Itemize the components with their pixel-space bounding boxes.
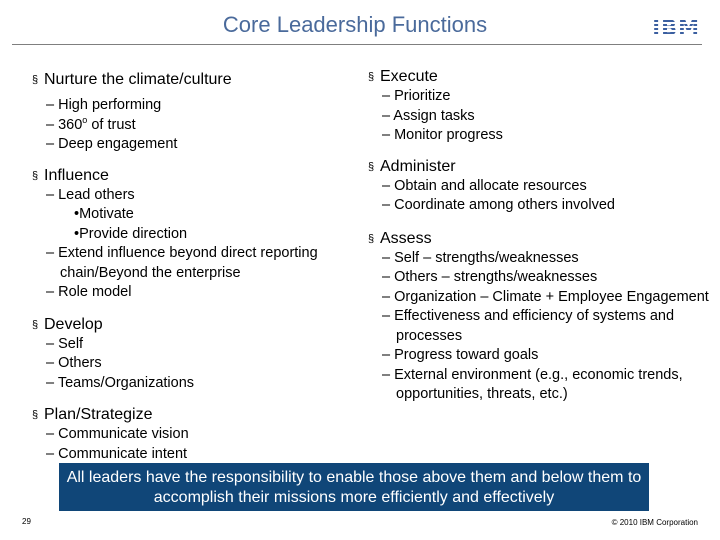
influence-heading-text: Influence	[44, 166, 109, 184]
influence-subitem: •Provide direction	[74, 225, 188, 242]
administer-item: – Coordinate among others involved	[382, 197, 615, 213]
bullet-icon: §	[368, 160, 375, 173]
plan-item: – Communicate intent	[46, 445, 188, 462]
bullet-icon: §	[368, 232, 375, 245]
assess-item: – Self – strengths/weaknesses	[382, 249, 579, 266]
assess-heading	[370, 229, 710, 249]
execute-heading	[370, 67, 710, 87]
right-column	[370, 67, 710, 405]
page-number: 29	[22, 517, 31, 526]
key-message-banner: All leaders have the responsibility to enable those above them and below them to accomplish their missions more efficiently and effectively	[59, 463, 649, 511]
administer-heading	[370, 157, 710, 177]
bullet-icon: §	[368, 71, 375, 83]
bullet-icon: §	[32, 318, 39, 331]
influence-item: – Extend influence beyond direct reporting chain/Beyond the enterprise	[46, 245, 318, 281]
develop-item: – Self	[46, 335, 84, 352]
nurture-item: – Deep engagement	[46, 136, 178, 152]
influence-heading	[34, 166, 354, 186]
trust-text: of trust	[87, 116, 136, 133]
assess-item: – External environment (e.g., economic trends, opportunities, threats, etc.)	[382, 366, 683, 402]
assess-item: – Others – strengths/weaknesses	[382, 269, 598, 285]
develop-item: – Others	[46, 355, 102, 371]
influence-item: – Lead others	[46, 186, 135, 203]
influence-subitem: •Motivate	[74, 206, 134, 222]
ibm-logo: IBM	[652, 16, 700, 40]
title-divider	[12, 44, 702, 45]
execute-item: – Prioritize	[382, 88, 451, 104]
assess-item: – Progress toward goals	[382, 347, 539, 363]
bullet-icon: §	[32, 169, 39, 182]
slide-title: Core Leadership Functions	[222, 12, 488, 37]
copyright-text: © 2010 IBM Corporation	[611, 518, 698, 527]
nurture-heading-text: Nurture the climate/culture	[44, 71, 232, 88]
nurture-item: – High performing	[46, 97, 162, 113]
develop-heading	[34, 315, 354, 335]
plan-item: – Communicate vision	[46, 426, 189, 442]
develop-heading-text: Develop	[44, 315, 103, 333]
influence-item: – Role model	[46, 284, 132, 300]
execute-item: – Monitor progress	[382, 127, 503, 143]
assess-item: – Effectiveness and efficiency of systems and processes	[382, 308, 675, 344]
assess-item: – Organization – Climate + Employee Engagement	[382, 288, 709, 305]
bullet-icon: §	[32, 74, 39, 86]
nurture-heading	[34, 70, 354, 90]
plan-heading-text: Plan/Strategize	[44, 406, 153, 423]
nurture-item	[34, 116, 354, 136]
administer-item: – Obtain and allocate resources	[382, 177, 587, 194]
degree-superscript: o	[82, 114, 88, 125]
bullet-icon: §	[32, 409, 39, 421]
plan-heading	[34, 405, 354, 425]
develop-item: – Teams/Organizations	[46, 374, 195, 391]
execute-heading-text: Execute	[380, 68, 438, 85]
left-column	[34, 70, 354, 464]
trust-number: – 360	[46, 116, 83, 133]
execute-item: – Assign tasks	[382, 107, 475, 124]
assess-heading-text: Assess	[380, 229, 432, 247]
administer-heading-text: Administer	[380, 157, 456, 175]
